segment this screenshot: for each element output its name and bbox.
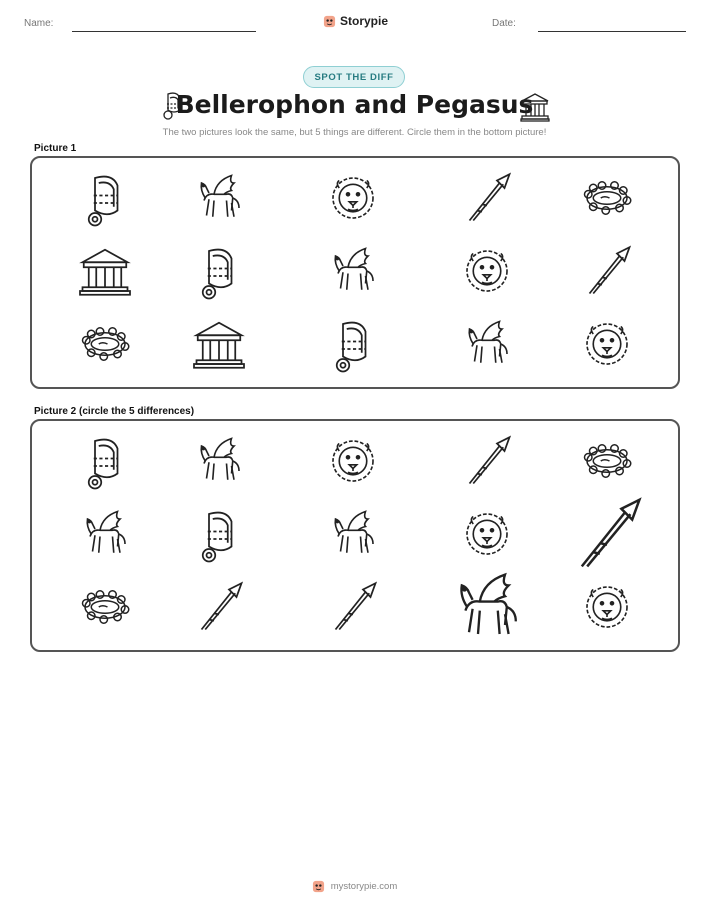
picture-cell[interactable] xyxy=(328,582,378,632)
picture-cell[interactable] xyxy=(328,173,378,223)
pond-icon xyxy=(582,173,632,223)
picture-cell[interactable] xyxy=(80,509,130,559)
pegasus-icon xyxy=(451,571,523,643)
pond-icon xyxy=(80,319,130,369)
picture1-panel[interactable] xyxy=(30,156,680,389)
picture-cell[interactable] xyxy=(571,498,643,570)
picture-cell[interactable] xyxy=(194,509,244,559)
picture-cell[interactable] xyxy=(582,246,632,296)
page-title: Bellerophon and Pegasus xyxy=(175,90,534,119)
pegasus-icon xyxy=(328,509,378,559)
temple-icon xyxy=(194,319,244,369)
lion-icon xyxy=(582,582,632,632)
picture-cell[interactable] xyxy=(462,246,512,296)
lion-icon xyxy=(462,509,512,559)
picture-cell[interactable] xyxy=(462,319,512,369)
picture-cell[interactable] xyxy=(80,319,130,369)
picture-cell[interactable] xyxy=(451,571,523,643)
picture-cell[interactable] xyxy=(462,509,512,559)
bridle-icon xyxy=(328,319,378,369)
bridle-icon xyxy=(194,246,244,296)
brand-logo xyxy=(323,14,388,28)
spear-icon xyxy=(328,582,378,632)
picture-cell[interactable] xyxy=(462,436,512,486)
picture-cell[interactable] xyxy=(80,582,130,632)
pond-icon xyxy=(582,436,632,486)
spear-icon xyxy=(462,173,512,223)
picture-cell[interactable] xyxy=(328,436,378,486)
name-label: Name: xyxy=(24,18,54,29)
bridle-icon xyxy=(194,509,244,559)
picture-cell[interactable] xyxy=(194,319,244,369)
picture-cell[interactable] xyxy=(462,173,512,223)
picture1-label: Picture 1 xyxy=(34,143,77,154)
picture2-panel[interactable] xyxy=(30,419,680,652)
date-label: Date: xyxy=(492,18,516,29)
picture-cell[interactable] xyxy=(80,246,130,296)
instructions-text: The two pictures look the same, but 5 things are different. Circle them in the bottom picture! xyxy=(162,127,547,138)
date-line[interactable] xyxy=(538,31,686,32)
picture-cell[interactable] xyxy=(582,582,632,632)
spear-icon xyxy=(571,498,643,570)
pegasus-icon xyxy=(462,319,512,369)
lion-icon xyxy=(328,173,378,223)
picture-cell[interactable] xyxy=(582,173,632,223)
brand-name: Storypie xyxy=(340,14,389,28)
picture-cell[interactable] xyxy=(328,246,378,296)
pond-icon xyxy=(80,582,130,632)
picture2-label: Picture 2 (circle the 5 differences) xyxy=(34,406,195,417)
picture-cell[interactable] xyxy=(194,582,244,632)
picture-cell[interactable] xyxy=(328,509,378,559)
bridle-icon xyxy=(80,436,130,486)
temple-icon xyxy=(520,90,550,124)
lion-icon xyxy=(462,246,512,296)
pegasus-icon xyxy=(80,509,130,559)
footer-url: mystorypie.com xyxy=(330,881,398,892)
lion-icon xyxy=(328,436,378,486)
lion-icon xyxy=(582,319,632,369)
spear-icon xyxy=(582,246,632,296)
picture-cell[interactable] xyxy=(194,173,244,223)
picture-cell[interactable] xyxy=(582,436,632,486)
picture-cell[interactable] xyxy=(80,173,130,223)
picture-cell[interactable] xyxy=(80,436,130,486)
picture-cell[interactable] xyxy=(194,246,244,296)
spear-icon xyxy=(462,436,512,486)
name-line[interactable] xyxy=(72,31,256,32)
picture-cell[interactable] xyxy=(194,436,244,486)
spear-icon xyxy=(194,582,244,632)
pegasus-icon xyxy=(194,173,244,223)
bridle-icon xyxy=(80,173,130,223)
pegasus-icon xyxy=(328,246,378,296)
picture-cell[interactable] xyxy=(328,319,378,369)
storypie-logo-icon xyxy=(312,880,325,893)
picture-cell[interactable] xyxy=(582,319,632,369)
spot-the-diff-badge: SPOT THE DIFF xyxy=(303,66,405,88)
pegasus-icon xyxy=(194,436,244,486)
footer xyxy=(0,880,709,893)
storypie-logo-icon xyxy=(323,15,336,28)
temple-icon xyxy=(80,246,130,296)
